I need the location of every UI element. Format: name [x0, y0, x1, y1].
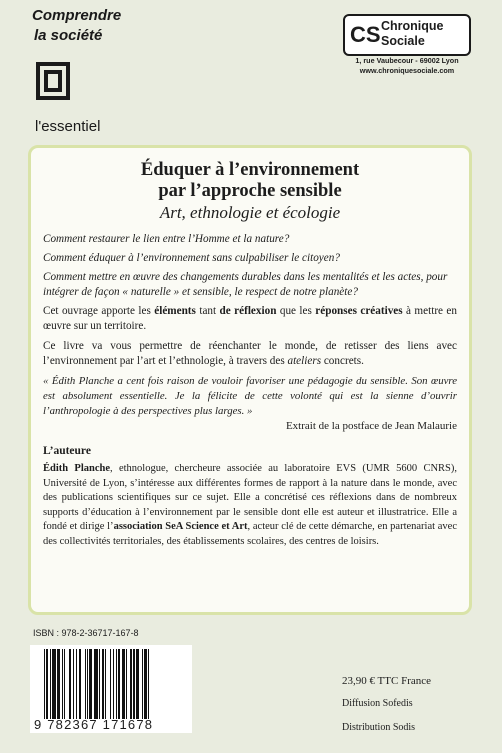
publisher-name-line-1: Chronique — [381, 19, 444, 33]
description-paragraph-1: Cet ouvrage apporte les éléments tant de réflexion que les réponses créatives à mettre en œuvre sur un territoire. — [43, 305, 457, 332]
publisher-name-line-2: Sociale — [381, 34, 425, 48]
distribution: Distribution Sodis — [342, 722, 416, 733]
barcode-digits: 9 782367 171678 — [34, 717, 154, 732]
diffusion: Diffusion Sofedis — [342, 698, 413, 709]
back-cover-panel — [28, 145, 472, 615]
book-subtitle: Art, ethnologie et écologie — [159, 203, 341, 222]
book-title-line-1: Éduquer à l’environnement — [140, 160, 360, 180]
barcode — [30, 645, 192, 733]
author-bio: Édith Planche, ethnologue, chercheure associée au laboratoire EVS (UMR 5600 CNRS), Université de Lyon, s’intéresse aux différentes formes de rapport à la nature dans le monde, avec des publications scientifiques sur ce sujet. Elle a concrétisé ces réflexions dans de nombreux supports d’éducation à l’environnement par le sensible dont elle est auteur et illustratrice. Elle a fondé et dirige l’association SeA Science et Art, acteur clé de cette démarche, en partenariat avec des collectivités territoriales, des établissements scolaires, des centres de loisirs. — [43, 463, 458, 547]
question-2: Comment éduquer à l’environnement sans culpabiliser le citoyen? — [43, 252, 340, 264]
book-title-line-2: par l’approche sensible — [158, 181, 342, 201]
question-3: Comment mettre en œuvre des changements durables dans les mentalités et les actes, pour intégrer de façon « naturelle » et sensible, le respect de notre planète? — [43, 271, 448, 298]
price: 23,90 € TTC France — [342, 675, 432, 687]
series-logo-icon — [36, 62, 70, 100]
barcode-bars — [44, 649, 180, 719]
series-line-2: la société — [34, 27, 103, 44]
publisher-address-line-1: 1, rue Vaubecour - 69002 Lyon — [355, 56, 459, 65]
publisher-address — [342, 56, 472, 76]
series-label: l'essentiel — [35, 118, 101, 135]
publisher-name — [381, 19, 444, 49]
publisher-website: www.chroniquesociale.com — [359, 66, 455, 75]
publisher-logo — [343, 14, 471, 56]
endorsement-quote: « Édith Planche a cent fois raison de vouloir favoriser une pédagogie du sensible. Son œuvre est absolument essentielle. Je la félicite de cette volonté qui est la sienne d’ouvrir l’anthropologie à des perspectives plus larges. » — [43, 375, 457, 417]
question-1: Comment restaurer le lien entre l’Homme et la nature? — [43, 233, 290, 245]
description-paragraph-2: Ce livre va vous permettre de réenchanter le monde, de retisser des liens avec l’environnement par l’art et l’ethnologie, à travers des ateliers concrets. — [43, 340, 457, 367]
series-title — [32, 6, 121, 46]
author-heading: L’auteure — [43, 445, 91, 457]
quote-source: Extrait de la postface de Jean Malaurie — [285, 420, 457, 432]
isbn: ISBN : 978-2-36717-167-8 — [33, 628, 139, 638]
barcode-bar — [149, 649, 150, 719]
series-line-1: Comprendre — [32, 7, 122, 24]
publisher-mark-icon: CS — [350, 22, 381, 47]
